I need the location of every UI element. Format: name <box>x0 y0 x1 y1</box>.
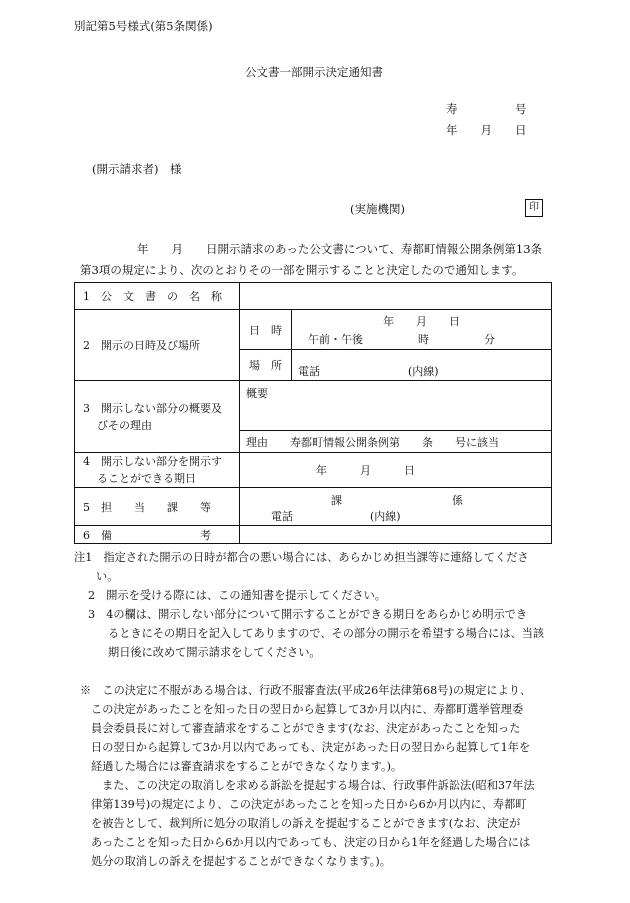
document-number: 寿 号 <box>446 102 527 116</box>
form-number: 別記第5号様式(第5条関係) <box>74 19 213 33</box>
reason-value: 理由 寿都町情報公開条例第 条 号に該当 <box>240 431 552 453</box>
place-label: 場 所 <box>240 350 292 381</box>
intro-line-2: 第3項の規定により、次のとおりその一部を開示することと決定したので通知します。 <box>80 263 524 277</box>
disclosure-date-label-line-2: ることができる期日 <box>97 472 196 485</box>
contact-section: 課 係 <box>331 494 463 507</box>
table-row <box>75 488 552 526</box>
document-title: 公文書一部開示決定通知書 <box>245 65 383 79</box>
agency-label: (実施機関) <box>350 202 405 216</box>
note-1-line-2: い。 <box>96 570 119 583</box>
remark-line-8: を被告として、裁判所に処分の取消しの訴えを提起することができます(なお、決定が <box>91 817 521 830</box>
datetime-date: 年 月 日 <box>383 315 460 328</box>
remark-line-5: 経過した場合には審査請求をすることができなくなります。)。 <box>91 760 403 773</box>
document-date: 年 月 日 <box>446 123 527 137</box>
remark-line-2: この決定があったことを知った日の翌日から起算して3か月以内に、寿都町選挙管理委 <box>91 703 524 716</box>
name-label: 1 公 文 書 の 名 称 <box>75 283 240 310</box>
datetime-value <box>292 310 552 350</box>
datetime-label: 日 時 <box>240 310 292 350</box>
note-3-line-2: るときにその期日を記入してありますので、その部分の開示を希望する場合には、当該 <box>108 627 545 640</box>
seal-mark: 印 <box>525 199 543 217</box>
remark-line-9: あったことを知った日から6か月以内であっても、決定の日から1年を経過した場合には <box>91 836 531 849</box>
remarks-value <box>240 526 552 544</box>
schedule-label: 2 開示の日時及び場所 <box>75 310 240 381</box>
undisclosed-label <box>75 381 240 453</box>
summary-label: 概要 <box>246 387 268 400</box>
notes <box>74 548 564 662</box>
table-row <box>75 283 552 310</box>
contact-phone: 電話 (内線) <box>271 510 401 523</box>
name-value <box>240 283 552 310</box>
place-phone: 電話 (内線) <box>298 365 439 378</box>
disclosure-date-label <box>75 453 240 488</box>
remark-line-1: ※ この決定に不服がある場合は、行政不服審査法(平成26年法律第68号)の規定により、 <box>80 684 532 697</box>
appeal-remarks <box>80 681 570 871</box>
table-row <box>75 310 552 350</box>
remark-line-7: 律第139号)の規定により、この決定があったことを知った日から6か月以内に、寿都町 <box>91 798 527 811</box>
remark-line-6: また、この決定の取消しを求める訴訟を提起する場合は、行政事件訴訟法(昭和37年法 <box>102 779 535 792</box>
note-2: 2 開示を受ける際には、この通知書を提示してください。 <box>88 589 386 602</box>
place-value <box>292 350 552 381</box>
intro-line-1: 年 月 日開示請求のあった公文書について、寿都町情報公開条例第13条 <box>137 242 543 256</box>
note-3-line-1: 3 4の欄は、開示しない部分について開示することができる期日をあらかじめ明示でき <box>88 608 528 621</box>
table-row <box>75 381 552 431</box>
contact-label: 5 担 当 課 等 <box>75 488 240 526</box>
datetime-time: 午前・午後 時 分 <box>308 333 495 346</box>
addressee: (開示請求者) 様 <box>92 162 182 176</box>
remarks-label: 6 備 考 <box>75 526 240 544</box>
table-row <box>75 526 552 544</box>
remark-line-4: 日の翌日から起算して3か月以内であっても、決定があった日の翌日から起算して1年を <box>91 741 531 754</box>
undisclosed-label-line-2: びその理由 <box>97 418 152 432</box>
decision-table <box>74 282 552 544</box>
note-3-line-3: 期日後に改めて開示請求をしてください。 <box>108 646 321 659</box>
summary-value <box>240 381 552 431</box>
contact-value <box>240 488 552 526</box>
disclosure-date-value: 年 月 日 <box>240 453 552 488</box>
undisclosed-label-line-1: 3 開示しない部分の概要及 <box>83 401 222 415</box>
remark-line-3: 員会委員長に対して審査請求をすることができます(なお、決定があったことを知った <box>91 722 521 735</box>
disclosure-date-label-line-1: 4 開示しない部分を開示す <box>83 455 222 468</box>
note-1-line-1: 注1 指定された開示の日時が都合の悪い場合には、あらかじめ担当課等に連絡してくださ <box>74 551 529 564</box>
table-row <box>75 453 552 488</box>
remark-line-10: 処分の取消しの訴えを提起することができなくなります。)。 <box>91 855 391 868</box>
